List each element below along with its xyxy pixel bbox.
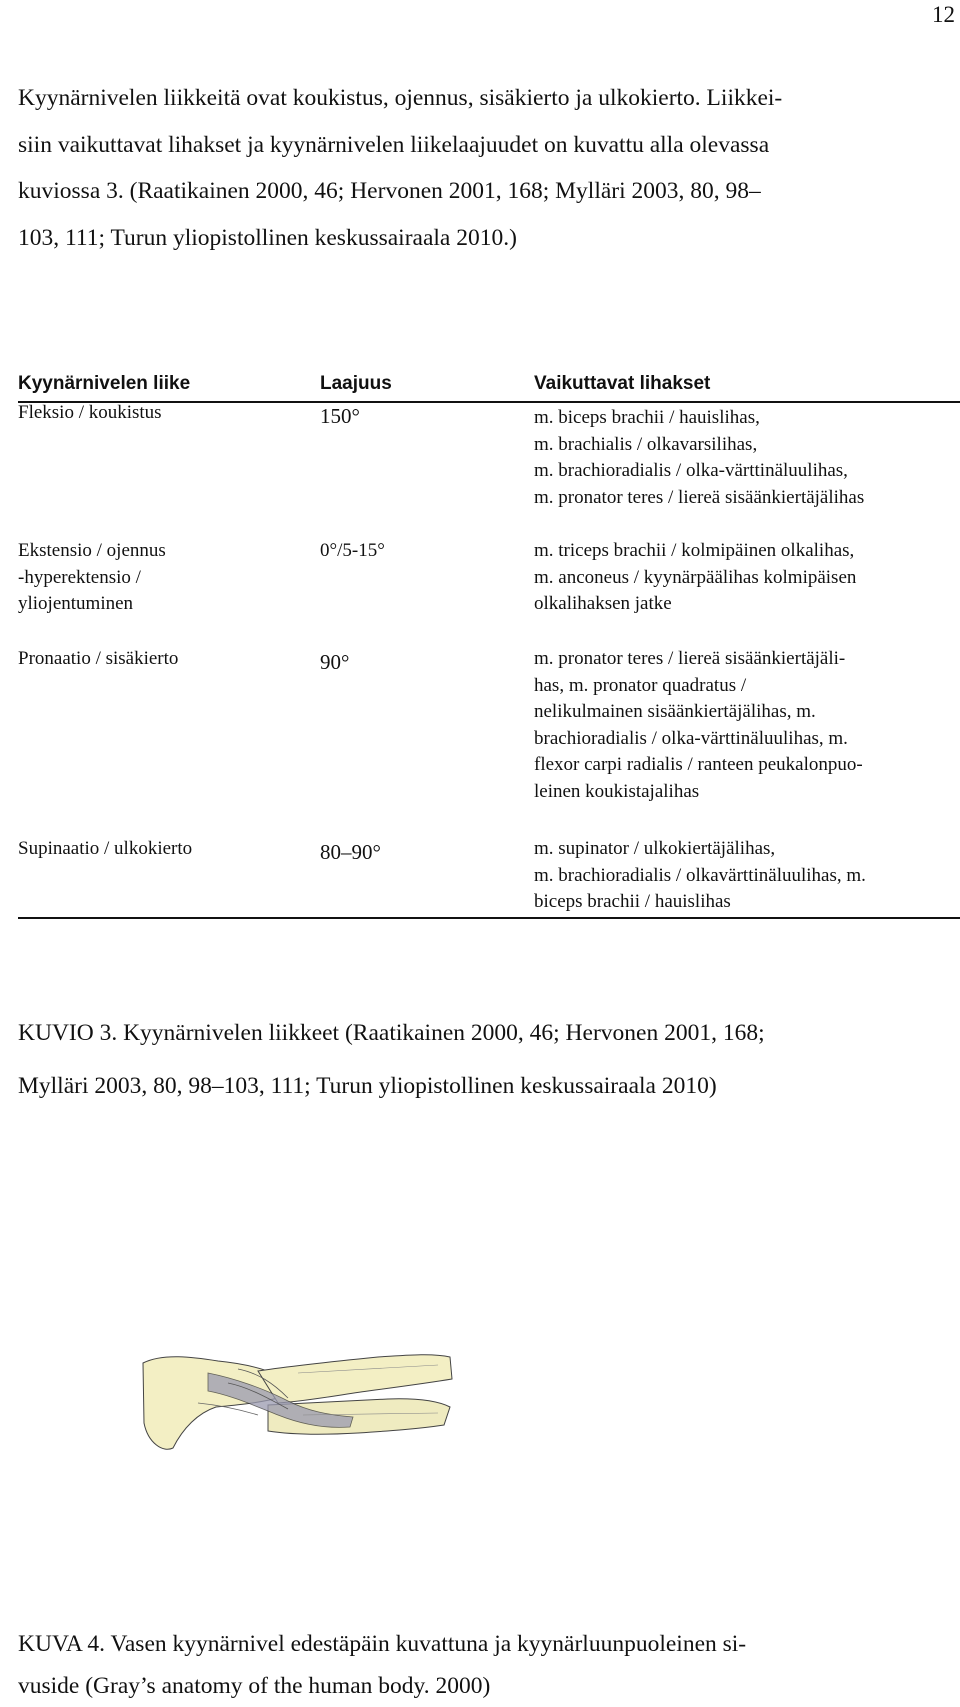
muscle-line: m. biceps brachii / hauislihas,: [534, 407, 760, 428]
muscle-line: m. supinator / ulkokiertäjälihas,: [534, 838, 776, 859]
motion-text: -hyperektensio /: [18, 566, 141, 588]
caption-line: vuside (Gray’s anatomy of the human body. 2000): [18, 1673, 491, 1699]
row-range: 90°: [320, 650, 350, 674]
row-range: 0°/5-15°: [320, 540, 385, 561]
header-range: Laajuus: [320, 373, 392, 394]
table-bottom-rule: [18, 917, 960, 919]
motion-text: yliojentuminen: [18, 593, 134, 615]
caption-line: Mylläri 2003, 80, 98–103, 111; Turun yliopistollinen keskussairaala 2010): [18, 1073, 717, 1099]
muscle-line: leinen koukistajalihas: [534, 780, 700, 802]
caption-line: KUVIO 3. Kyynärnivelen liikkeet (Raatikainen 2000, 46; Hervonen 2001, 168;: [18, 1020, 765, 1046]
intro-line: siin vaikuttavat lihakset ja kyynärnivelen liikelaajuudet on kuvattu alla olevassa: [18, 131, 770, 158]
muscle-line: flexor carpi radialis / ranteen peukalonpuo-: [534, 754, 863, 776]
intro-line: Kyynärnivelen liikkeitä ovat koukistus, ojennus, sisäkierto ja ulkokierto. Liikkei-: [18, 85, 783, 111]
motion-text: Pronaatio / sisäkierto: [18, 648, 179, 669]
page-number: 12: [932, 2, 955, 27]
header-motion: Kyynärnivelen liike: [18, 373, 191, 394]
muscle-line: m. anconeus / kyynärpäälihas kolmipäisen: [534, 566, 857, 588]
row-muscles: [534, 405, 864, 511]
row-range: 80–90°: [320, 840, 381, 864]
muscle-line: m. triceps brachii / kolmipäinen olkalihas,: [534, 540, 855, 561]
muscle-line: olkalihaksen jatke: [534, 593, 672, 615]
muscle-line: nelikulmainen sisäänkiertäjälihas, m.: [534, 701, 816, 723]
muscle-line: m. brachioradialis / olkavärttinäluulihas, m.: [534, 864, 866, 886]
row-range: 150°: [320, 404, 360, 428]
motion-text: Supinaatio / ulkokierto: [18, 838, 193, 859]
intro-paragraph: [18, 75, 938, 261]
elbow-bones-drawing: [138, 1343, 458, 1473]
caption-line: KUVA 4. Vasen kyynärnivel edestäpäin kuvattuna ja kyynärluunpuoleinen si-: [18, 1631, 747, 1657]
elbow-joint-illustration: [138, 1343, 458, 1473]
row-muscles: [534, 836, 866, 916]
row-motion: [18, 538, 166, 618]
muscle-line: brachioradialis / olka-värttinäluulihas, m.: [534, 727, 848, 749]
kuvio-caption: [18, 1007, 938, 1113]
row-muscles: [534, 538, 856, 618]
row-muscles: [534, 646, 863, 806]
row-motion: [18, 836, 192, 863]
intro-line: kuviossa 3. (Raatikainen 2000, 46; Hervonen 2001, 168; Mylläri 2003, 80, 98–: [18, 178, 761, 204]
muscle-line: m. brachioradialis / olka-värttinäluulihas,: [534, 460, 848, 482]
motion-text: Fleksio / koukistus: [18, 402, 162, 423]
muscle-line: m. pronator teres / liereä sisäänkiertäjäli-: [534, 648, 846, 669]
row-motion: [18, 400, 162, 427]
intro-line: 103, 111; Turun yliopistollinen keskussairaala 2010.): [18, 224, 517, 251]
row-motion: [18, 646, 178, 673]
header-muscles: Vaikuttavat lihakset: [534, 373, 711, 394]
muscle-line: m. brachialis / olkavarsilihas,: [534, 433, 758, 455]
muscle-line: biceps brachii / hauislihas: [534, 891, 731, 913]
kuva-caption: [18, 1623, 938, 1707]
muscle-line: m. pronator teres / liereä sisäänkiertäjälihas: [534, 486, 865, 508]
motion-text: Ekstensio / ojennus: [18, 540, 166, 561]
muscle-line: has, m. pronator quadratus /: [534, 674, 747, 696]
